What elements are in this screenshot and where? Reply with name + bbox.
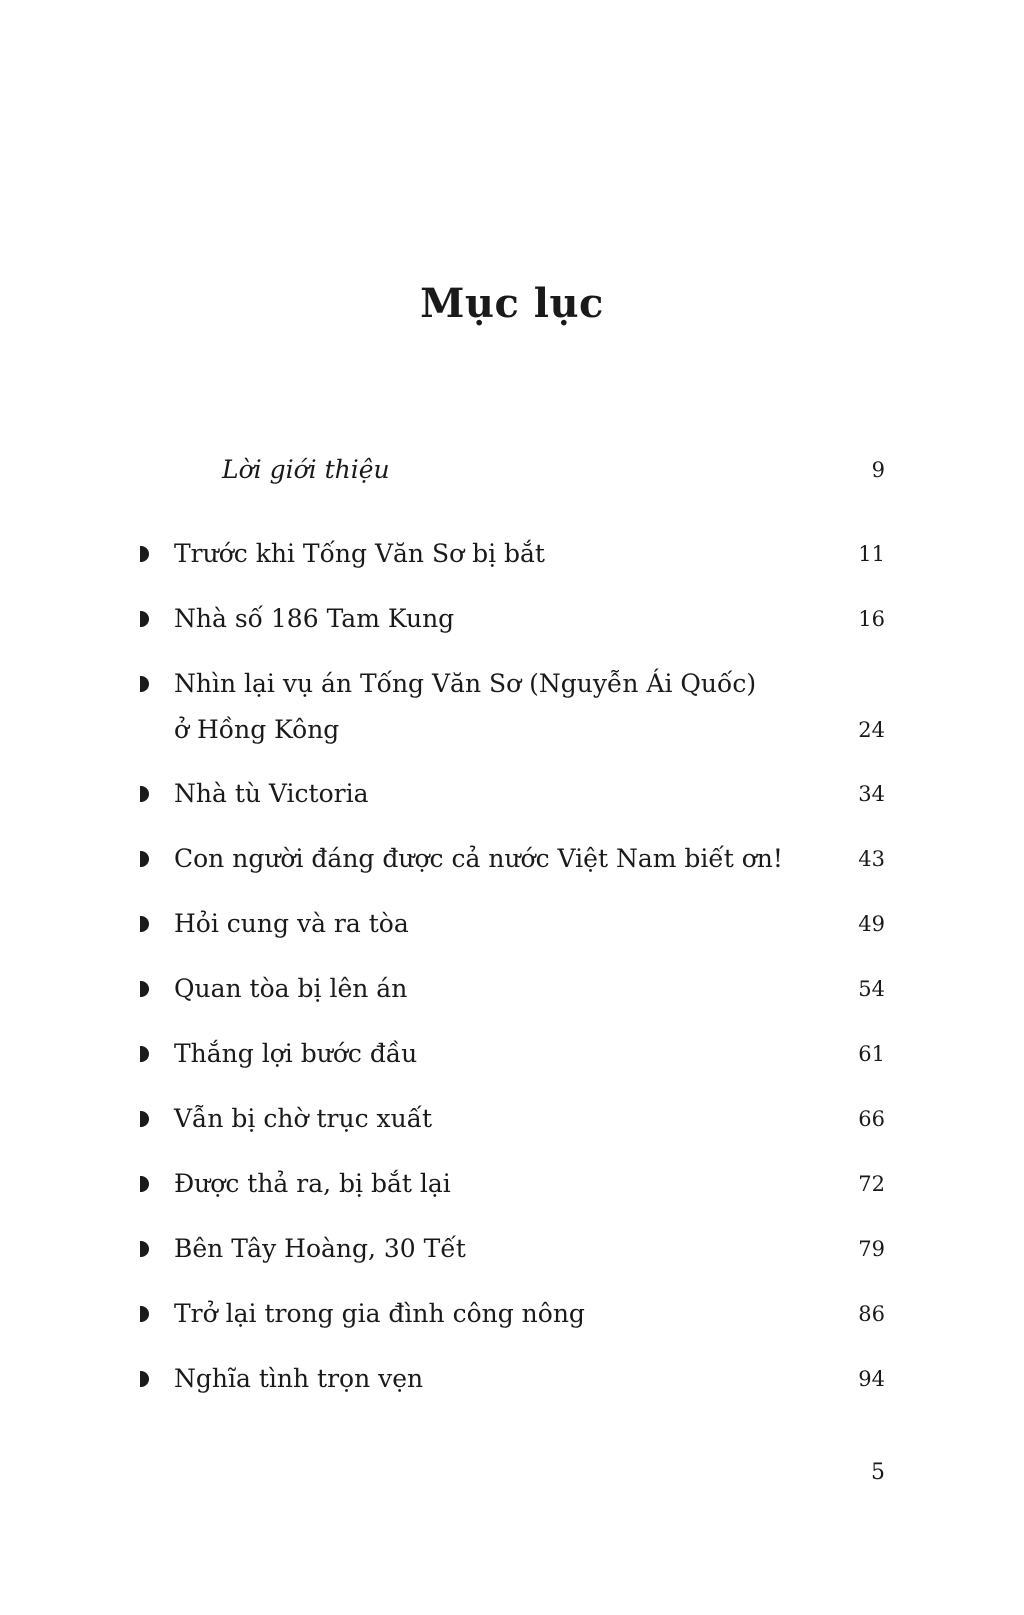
toc-entry-page-number: 11 bbox=[858, 542, 885, 566]
bullet-icon bbox=[140, 611, 149, 627]
toc-entry-title: Nhà tù Victoria bbox=[174, 779, 369, 808]
toc-intro-page-number: 9 bbox=[871, 458, 885, 482]
toc-entry-title: Nhìn lại vụ án Tống Văn Sơ (Nguyễn Ái Quốc) bbox=[174, 669, 757, 698]
toc-entry-page-number: 94 bbox=[858, 1367, 885, 1391]
bullet-icon bbox=[140, 786, 149, 802]
toc-entry-title: Bên Tây Hoàng, 30 Tết bbox=[174, 1234, 466, 1263]
bullet-icon bbox=[140, 546, 149, 562]
toc-entry-title: Trước khi Tống Văn Sơ bị bắt bbox=[174, 539, 545, 568]
toc-entry-title: Thắng lợi bước đầu bbox=[174, 1039, 418, 1068]
toc-entry-page-number: 61 bbox=[858, 1042, 885, 1066]
toc-entry-title: Hỏi cung và ra tòa bbox=[174, 909, 409, 938]
toc-entry-page-number: 54 bbox=[858, 977, 885, 1001]
bullet-icon bbox=[140, 851, 149, 867]
toc-entry-page-number: 24 bbox=[858, 718, 885, 742]
toc-entry-title: Nhà số 186 Tam Kung bbox=[174, 604, 455, 633]
toc-entry-title: Trở lại trong gia đình công nông bbox=[174, 1299, 585, 1328]
toc-entry-page-number: 49 bbox=[858, 912, 885, 936]
toc-intro-entry bbox=[222, 447, 885, 493]
toc-entry-title: Vẫn bị chờ trục xuất bbox=[174, 1104, 433, 1133]
bullet-icon bbox=[140, 1176, 149, 1192]
toc-intro-title: Lời giới thiệu bbox=[222, 455, 390, 484]
toc-entry-page-number: 72 bbox=[858, 1172, 885, 1196]
toc-entry-page-number: 66 bbox=[858, 1107, 885, 1131]
bullet-icon bbox=[140, 981, 149, 997]
toc-entry-title: Nghĩa tình trọn vẹn bbox=[174, 1364, 424, 1393]
bullet-icon bbox=[140, 1046, 149, 1062]
toc-entry-page-number: 43 bbox=[858, 847, 885, 871]
toc-entry-title: Quan tòa bị lên án bbox=[174, 974, 408, 1003]
toc-entry-page-number: 16 bbox=[858, 607, 885, 631]
bullet-icon bbox=[140, 1306, 149, 1322]
toc-entry-page-number: 34 bbox=[858, 782, 885, 806]
toc-entry-title: Được thả ra, bị bắt lại bbox=[174, 1169, 451, 1198]
page-folio-number: 5 bbox=[871, 1460, 885, 1485]
bullet-icon bbox=[140, 1371, 149, 1387]
page-title: Mục lục bbox=[420, 280, 604, 327]
bullet-icon bbox=[140, 1111, 149, 1127]
bullet-icon bbox=[140, 676, 149, 692]
toc-entry-page-number: 79 bbox=[858, 1237, 885, 1261]
toc-entry-page-number: 86 bbox=[858, 1302, 885, 1326]
toc-entry-title: Con người đáng được cả nước Việt Nam biết ơn! bbox=[174, 844, 783, 873]
bullet-icon bbox=[140, 916, 149, 932]
toc-entry-title-continued: ở Hồng Kông bbox=[174, 715, 340, 744]
bullet-icon bbox=[140, 1241, 149, 1257]
